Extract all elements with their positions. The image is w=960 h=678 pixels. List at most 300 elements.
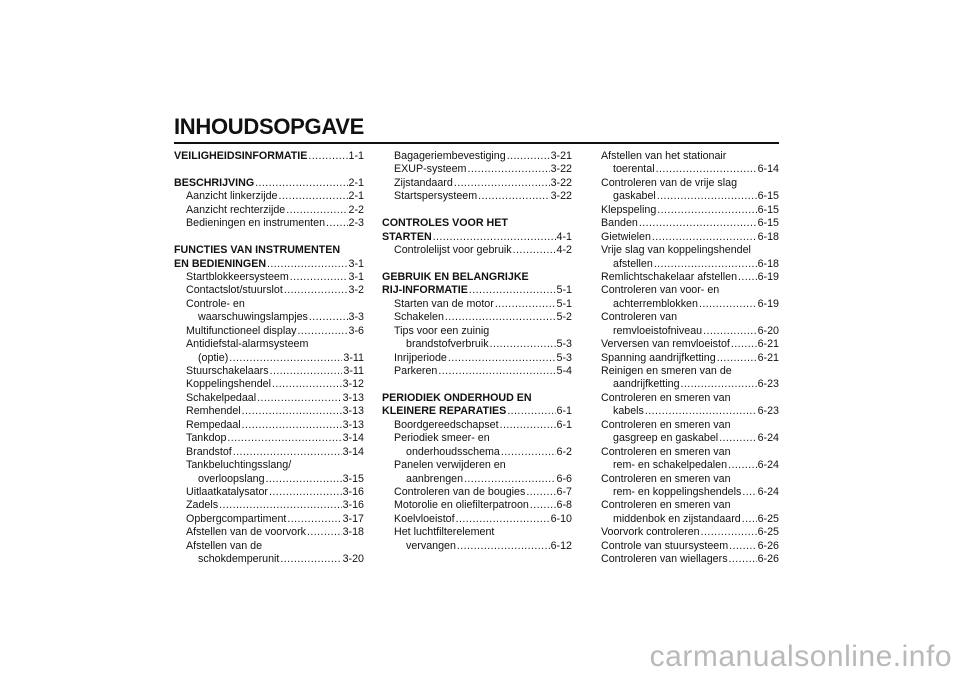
toc-leader-dots [280,553,341,566]
toc-leader-dots [701,526,757,539]
toc-entry-label: rem- en koppelingshendels [613,485,742,498]
toc-leader-dots [287,513,341,526]
toc-page-number: 3-14 [342,445,364,458]
toc-entry [589,473,779,486]
toc-leader-dots [467,163,549,176]
toc-entry-label: Controleren en smeren van [601,445,731,458]
toc-page-number: 3-2 [348,284,364,297]
toc-entry-label: middenbok en zijstandaard [613,512,741,525]
toc-page-number: 3-17 [342,512,364,525]
toc-page-number: 3-1 [348,270,364,283]
toc-leader-dots [657,190,757,203]
toc-leader-dots [272,378,342,391]
toc-page-number: 3-22 [550,190,572,203]
toc-leader-dots [307,526,342,539]
toc-leader-dots [639,217,757,230]
toc-entry [589,499,779,512]
toc-page-number: 2-2 [348,203,364,216]
toc-leader-dots [742,513,757,526]
toc-entry [174,204,364,217]
toc-page-number: 4-1 [556,230,572,243]
toc-entry [382,163,572,176]
toc-leader-dots [699,298,757,311]
toc-page-number: 3-13 [342,405,364,418]
toc-leader-dots [433,231,556,244]
toc-entry-label: Vrije slag van koppelingshendel [601,244,751,257]
toc-page-number: 1-1 [348,150,364,162]
toc-entry-label: achterremblokken [613,297,698,310]
toc-entry-label: Bagageriembevestiging [394,150,506,162]
toc-section-heading [382,217,572,230]
toc-entry-label: afstellen [613,257,653,270]
toc-page-number: 3-21 [550,150,572,162]
toc-entry-label: Spanning aandrijfketting [601,351,716,364]
toc-page-number: 4-2 [556,244,572,257]
toc-spacer [174,163,364,176]
toc-leader-dots [269,486,342,499]
toc-entry-label: Tips voor een zuinig [394,324,490,337]
toc-page-number: 2-1 [348,190,364,203]
toc-entry [589,540,779,553]
toc-page-number: 5-3 [556,351,572,364]
toc-entry-label: Remlichtschakelaar afstellen [601,270,738,283]
toc-page-number: 6-23 [757,378,779,391]
toc-entry-label: Zijstandaard [394,176,453,189]
toc-entry [382,486,572,499]
toc-entry-label: Periodiek smeer- en [394,432,490,445]
toc-entry-label: Uitlaatkatalysator [186,485,268,498]
toc-entry [382,298,572,311]
toc-leader-dots [242,405,342,418]
toc-entry [382,540,572,553]
toc-leader-dots [501,446,556,459]
toc-spacer [174,231,364,244]
toc-leader-dots [717,352,757,365]
toc-page-number: 3-16 [342,485,364,498]
toc-entry-label: Schakelpedaal [186,391,257,404]
toc-leader-dots [290,271,348,284]
toc-leader-dots [308,150,347,163]
toc-entry-label: (optie) [198,351,229,364]
toc-entry [589,150,779,163]
toc-leader-dots [652,231,757,244]
toc-entry-label: Zadels [186,499,219,512]
toc-entry [382,338,572,351]
toc-page-number: 6-25 [757,526,779,539]
toc-entry-label: CONTROLES VOOR HET [382,217,508,230]
toc-entry-label: Controleren van [601,311,678,324]
toc-entry [382,352,572,365]
toc-entry [589,244,779,257]
toc-page-number: 3-12 [342,378,364,391]
toc-leader-dots [445,311,556,324]
toc-page-number: 6-21 [757,338,779,351]
toc-page-number: 6-19 [757,270,779,283]
toc-entry [589,486,779,499]
toc-leader-dots [309,311,348,324]
toc-entry [589,231,779,244]
toc-entry [174,513,364,526]
toc-entry-label: Reinigen en smeren van de [601,365,732,377]
toc-entry-label: rem- en schakelpedalen [613,459,728,472]
toc-leader-dots [490,338,556,351]
toc-entry [589,217,779,230]
toc-entry [174,405,364,418]
toc-entry [174,311,364,324]
toc-page-number: 3-3 [348,311,364,324]
toc-leader-dots [233,446,342,459]
toc-page-number: 6-1 [556,418,572,431]
toc-entry-label: VEILIGHEIDSINFORMATIE [174,150,308,162]
toc-entry-label: Motorolie en oliefilterpatroon [394,499,529,512]
toc-entry [589,204,779,217]
toc-entry [589,526,779,539]
toc-entry [382,177,572,190]
toc-leader-dots [526,486,555,499]
toc-entry-label: Opbergcompartiment [186,512,287,525]
toc-page-number: 3-15 [342,472,364,485]
toc-leader-dots [513,244,556,257]
toc-entry-label: GEBRUIK EN BELANGRIJKE [382,270,529,283]
toc-entry-label: Contactslot/stuurslot [186,284,283,297]
toc-page-number: 5-4 [556,365,572,377]
toc-entry [174,486,364,499]
toc-leader-dots [266,473,342,486]
toc-leader-dots [478,190,549,203]
toc-entry-label: Brandstof [186,445,232,458]
toc-page-number: 5-1 [556,297,572,310]
toc-page-number: 3-22 [550,163,572,176]
toc-page-number: 3-11 [343,365,364,377]
toc-entry [589,392,779,405]
toc-page-number: 3-1 [348,257,364,270]
toc-entry-label: FUNCTIES VAN INSTRUMENTEN [174,244,341,257]
toc-entry-label: Voorvork controleren [601,526,700,539]
toc-page-number: 3-20 [342,553,364,566]
toc-leader-dots [227,432,341,445]
toc-page-number: 6-24 [757,459,779,472]
toc-leader-dots [464,473,555,486]
toc-entry-label: KLEINERE REPARATIES [382,405,507,418]
toc-entry-label: Panelen verwijderen en [394,459,506,472]
toc-entry-label: Remhendel [186,405,241,418]
toc-column-2 [382,150,572,553]
toc-entry-label: Koelvloeistof [394,512,455,525]
toc-entry [589,446,779,459]
page-title: INHOUDSOPGAVE [174,114,365,139]
toc-page-number: 6-1 [556,405,572,418]
toc-leader-dots [742,486,756,499]
toc-page-number: 3-18 [342,526,364,539]
toc-entry-label: Gietwielen [601,230,651,243]
toc-entry-label: RIJ-INFORMATIE [382,284,468,297]
toc-page-number: 6-18 [757,230,779,243]
toc-entry [589,338,779,351]
toc-entry-label: Stuurschakelaars [186,365,269,377]
toc-page-number: 6-26 [757,553,779,566]
toc-entry [382,499,572,512]
toc-entry-label: Afstellen van de voorvork [186,526,306,539]
toc-entry [589,284,779,297]
toc-page-number: 6-19 [757,297,779,310]
toc-entry-label: STARTEN [382,230,432,243]
toc-page-number: 6-10 [550,512,572,525]
toc-entry-label: Tankbeluchtingsslang/ [186,459,292,472]
toc-entry [174,271,364,284]
toc-leader-dots [507,150,550,163]
toc-entry [589,258,779,271]
toc-entry-label: Aanzicht rechterzijde [186,203,286,216]
toc-leader-dots [438,365,555,378]
toc-entry-label: Controleren van voor- en [601,284,720,297]
toc-entry-label: remvloeistofniveau [613,324,703,337]
toc-page-number: 3-13 [342,391,364,404]
toc-leader-dots [242,419,342,432]
toc-leader-dots [703,325,756,338]
toc-entry [382,311,572,324]
toc-leader-dots [270,365,343,378]
toc-entry-label: Verversen van remvloeistof [601,338,730,351]
toc-page-number: 3-14 [342,432,364,445]
toc-leader-dots [278,190,347,203]
toc-leader-dots [657,204,756,217]
toc-entry [382,446,572,459]
toc-page-number: 6-7 [556,485,572,498]
toc-entry [382,513,572,526]
toc-entry-label: Controleren van de bougies [394,485,526,498]
toc-page-number: 6-8 [556,499,572,512]
toc-section-heading [382,271,572,284]
toc-entry [382,432,572,445]
toc-section-heading [382,392,572,405]
toc-leader-dots [286,204,347,217]
toc-entry [589,311,779,324]
toc-entry [382,473,572,486]
toc-leader-dots [738,271,757,284]
toc-entry-label: gasgreep en gaskabel [613,432,719,445]
toc-entry [174,378,364,391]
toc-entry-label: waarschuwingslampjes [198,311,308,324]
toc-entry-label: Startblokkeersysteem [186,270,289,283]
toc-entry-label: Controlelijst voor gebruik [394,244,512,257]
toc-entry [174,325,364,338]
toc-entry-label: Controleren en smeren van [601,391,731,404]
toc-entry [382,190,572,203]
toc-page-number: 6-15 [757,203,779,216]
toc-page-number: 3-13 [342,418,364,431]
watermark-text: carmanualsonline.info [649,640,952,673]
toc-entry-label: Bedieningen en instrumenten [186,217,326,230]
toc-entry-label: Aanzicht linkerzijde [186,190,278,203]
toc-section-heading [174,177,364,190]
toc-entry-label: Koppelingshendel [186,378,271,391]
toc-page-number: 6-15 [757,190,779,203]
toc-entry-label: Rempedaal [186,418,241,431]
toc-entry-label: Parkeren [394,365,438,377]
toc-page-number: 5-1 [556,284,572,297]
toc-entry [589,513,779,526]
toc-page-number: 6-21 [757,351,779,364]
toc-leader-dots [500,419,556,432]
toc-entry [174,459,364,472]
toc-leader-dots [456,513,550,526]
toc-section-heading [382,231,572,244]
toc-entry-label: onderhoudsschema [406,445,500,458]
toc-entry-label: Controleren van wiellagers [601,553,728,566]
toc-page-number: 6-18 [757,257,779,270]
toc-leader-dots [729,540,756,553]
toc-entry-label: Boordgereedschapset [394,418,499,431]
toc-entry-label: vervangen [406,539,456,552]
toc-entry-label: Afstellen van het stationair [601,150,727,162]
toc-entry [382,526,572,539]
toc-entry [589,352,779,365]
toc-entry-label: Multifunctioneel display [186,324,297,337]
toc-spacer [382,378,572,391]
toc-page-number: 6-23 [757,405,779,418]
toc-entry-label: Antidiefstal-alarmsysteem [186,338,309,351]
toc-entry [174,217,364,230]
toc-entry [174,553,364,566]
toc-entry [382,150,572,163]
toc-entry [589,553,779,566]
toc-leader-dots [645,405,757,418]
toc-entry-label: brandstofverbruik [406,338,489,351]
toc-entry [174,540,364,553]
toc-entry-label: EXUP-systeem [394,163,467,176]
toc-entry-label: overloopslang [198,472,265,485]
toc-entry [174,284,364,297]
toc-entry [174,473,364,486]
toc-entry-label: aanbrengen [406,472,464,485]
toc-leader-dots [728,459,757,472]
toc-entry [589,271,779,284]
toc-page-number: 3-6 [348,324,364,337]
toc-page-number: 3-11 [343,351,364,364]
toc-entry [589,190,779,203]
toc-leader-dots [530,499,556,512]
toc-entry-label: Startspersysteem [394,190,478,203]
toc-page-number: 3-22 [550,176,572,189]
toc-entry-label: Het luchtfilterelement [394,526,495,539]
toc-entry-label: Tankdop [186,432,227,445]
toc-entry [174,446,364,459]
toc-entry [382,325,572,338]
toc-leader-dots [457,540,550,553]
toc-entry [589,298,779,311]
toc-leader-dots [507,405,555,418]
toc-spacer [382,204,572,217]
toc-entry [382,365,572,378]
toc-entry [382,244,572,257]
toc-entry [174,432,364,445]
toc-leader-dots [229,352,342,365]
toc-leader-dots [731,338,757,351]
toc-entry-label: aandrijfketting [613,378,680,391]
toc-entry-label: Klepspeling [601,203,657,216]
toc-entry-label: Starten van de motor [394,297,494,310]
toc-leader-dots [454,177,550,190]
toc-entry [174,352,364,365]
toc-entry [589,365,779,378]
toc-entry [174,499,364,512]
toc-entry [589,177,779,190]
toc-leader-dots [284,284,348,297]
title-underline [174,142,779,144]
toc-entry-label: Controleren van de vrije slag [601,176,738,189]
toc-entry-label: Controleren en smeren van [601,472,731,485]
toc-entry-label: Banden [601,217,638,230]
toc-entry-label: Controle- en [186,297,245,310]
toc-leader-dots [469,284,556,297]
toc-entry [174,338,364,351]
toc-entry [589,325,779,338]
toc-leader-dots [654,258,757,271]
toc-entry [174,365,364,378]
toc-entry-label: gaskabel [613,190,656,203]
toc-entry [382,419,572,432]
toc-page-number: 2-1 [348,176,364,189]
toc-leader-dots [719,432,756,445]
toc-leader-dots [326,217,348,230]
toc-entry-label: Afstellen van de [186,539,263,552]
toc-page-number: 6-24 [757,432,779,445]
toc-page-number: 6-26 [757,539,779,552]
toc-spacer [382,258,572,271]
toc-leader-dots [729,553,757,566]
toc-entry [589,405,779,418]
toc-entry [589,432,779,445]
toc-page-number: 6-6 [556,472,572,485]
toc-entry-label: Controleren en smeren van [601,418,731,431]
toc-page-number: 6-25 [757,512,779,525]
toc-page-number: 2-3 [348,217,364,230]
toc-entry-label: Controleren en smeren van [601,499,731,512]
toc-entry [589,459,779,472]
toc-page-number: 5-3 [556,338,572,351]
toc-entry [174,392,364,405]
toc-leader-dots [257,392,341,405]
toc-entry-label: schokdemperunit [198,553,280,566]
toc-page-number: 6-20 [757,324,779,337]
toc-entry [589,163,779,176]
toc-entry [382,459,572,472]
toc-leader-dots [448,352,556,365]
toc-section-heading [174,258,364,271]
toc-page-number: 5-2 [556,311,572,324]
toc-entry-label: EN BEDIENINGEN [174,257,267,270]
toc-leader-dots [495,298,556,311]
toc-entry [589,378,779,391]
toc-leader-dots [219,499,342,512]
toc-page-number: 6-2 [556,445,572,458]
toc-leader-dots [298,325,348,338]
toc-entry [589,419,779,432]
toc-entry-label: toerental [613,163,655,176]
toc-entry-label: Schakelen [394,311,444,324]
toc-entry [174,526,364,539]
toc-leader-dots [656,163,757,176]
toc-page-number: 3-16 [342,499,364,512]
toc-leader-dots [681,378,757,391]
toc-entry [174,298,364,311]
toc-entry-label: Controle van stuursysteem [601,539,729,552]
toc-section-heading [174,150,364,163]
toc-section-heading [382,284,572,297]
toc-column-3 [589,150,779,567]
toc-page-number: 6-15 [757,217,779,230]
toc-page-number: 6-12 [550,539,572,552]
